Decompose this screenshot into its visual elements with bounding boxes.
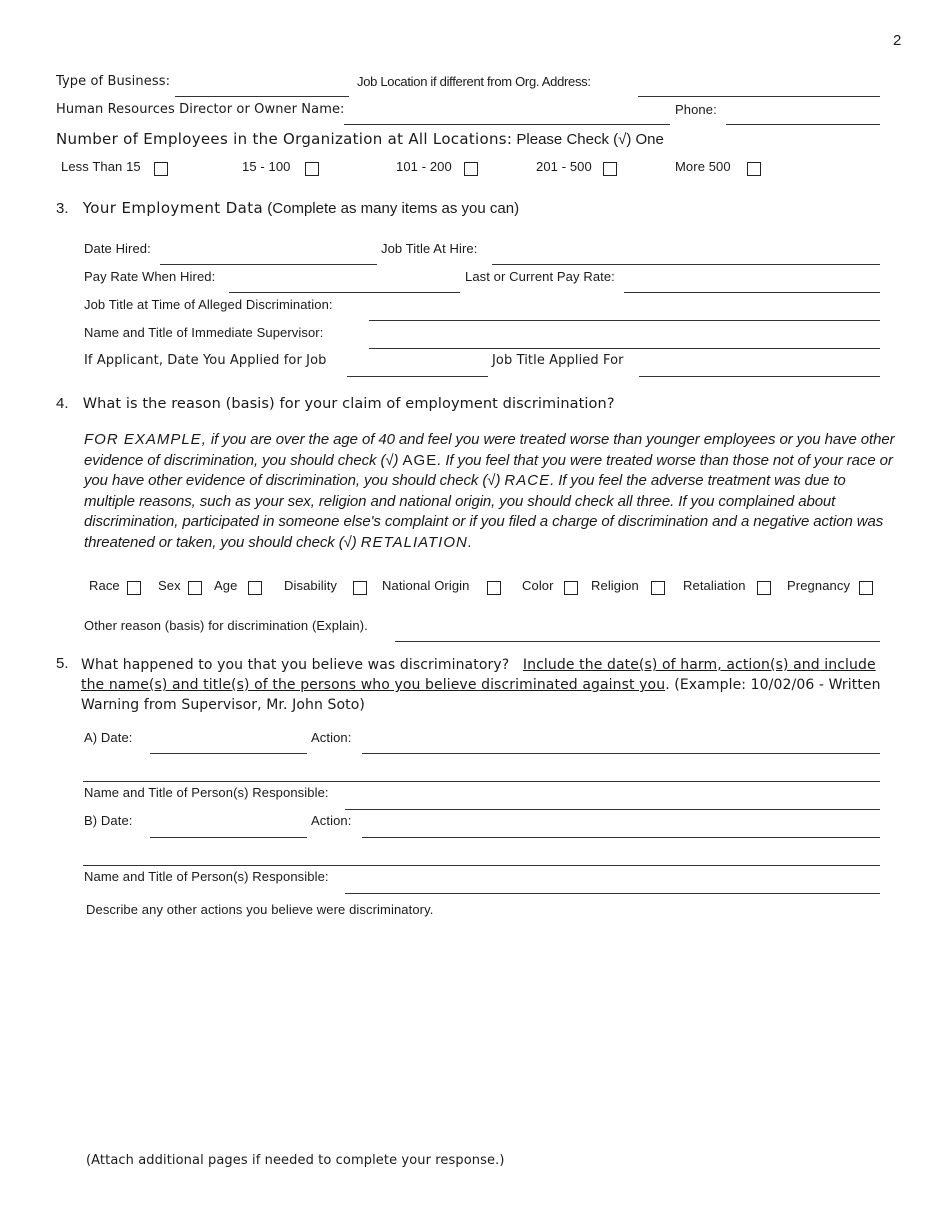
- basis-label-color: Color: [522, 578, 554, 593]
- section5-question-block: [81, 655, 896, 715]
- example-text: .: [467, 533, 472, 551]
- check-mark: √: [385, 451, 394, 469]
- employee-option-label: Less Than 15: [61, 159, 141, 174]
- basis-checkbox-age[interactable]: [248, 581, 262, 595]
- employee-option-label: 101 - 200: [396, 159, 452, 174]
- basis-label-race: Race: [89, 578, 120, 593]
- pay-rate-hired-field[interactable]: [229, 292, 460, 293]
- supervisor-label: Name and Title of Immediate Supervisor:: [84, 325, 324, 340]
- incident-a-responsible-field[interactable]: [345, 809, 880, 810]
- supervisor-field[interactable]: [369, 348, 880, 349]
- basis-label-religion: Religion: [591, 578, 639, 593]
- section4-number: 4.: [56, 395, 69, 412]
- job-title-discrimination-field[interactable]: [369, 320, 880, 321]
- example-text: . If you feel the adverse treatment was due to multiple reasons, such as your sex, religion and national origin, you should check all three. If you complained about discrimination, participated in someone else's complaint or if you filed a charge of discrimination and a negative action was threatened or taken, you should check (: [84, 472, 884, 551]
- employee-option-label: More 500: [675, 159, 731, 174]
- basis-checkbox-disability[interactable]: [353, 581, 367, 595]
- incident-a-date-field[interactable]: [150, 753, 307, 754]
- employee-option-checkbox[interactable]: [154, 162, 168, 176]
- section5-underlined-instruction: Include the date(s) of harm, action(s) and include the name(s) and title(s) of the persons who you believe discriminated against you: [81, 657, 876, 693]
- current-pay-rate-field[interactable]: [624, 292, 880, 293]
- date-hired-label: Date Hired:: [84, 241, 151, 256]
- employee-option-checkbox[interactable]: [603, 162, 617, 176]
- section5-example: . (Example: 10/02/06 - Written Warning from Supervisor, Mr. John Soto): [81, 677, 881, 713]
- applicant-date-label: If Applicant, Date You Applied for Job: [84, 353, 327, 368]
- employees-instruction: Please Check (√) One: [516, 131, 664, 148]
- attach-pages-note: (Attach additional pages if needed to complete your response.): [86, 1153, 505, 1168]
- basis-checkbox-religion[interactable]: [651, 581, 665, 595]
- incident-b-action-label: Action:: [311, 813, 352, 828]
- job-title-applied-label: Job Title Applied For: [492, 353, 624, 368]
- race-word: RACE: [504, 472, 551, 489]
- section4-example-paragraph: [84, 430, 899, 553]
- applicant-date-field[interactable]: [347, 376, 488, 377]
- employee-option-checkbox[interactable]: [464, 162, 478, 176]
- employee-option-checkbox[interactable]: [747, 162, 761, 176]
- date-hired-field[interactable]: [160, 264, 377, 265]
- incident-a-action-field-continued[interactable]: [83, 781, 880, 782]
- phone-label: Phone:: [675, 102, 717, 117]
- incident-a-action-label: Action:: [311, 730, 352, 745]
- example-text: if you are over the age of 40 and feel you were treated worse than younger employees or you have other evidence of discrimination, you should check (: [84, 431, 895, 469]
- section4-heading: [56, 395, 615, 412]
- section5-number: 5.: [56, 655, 69, 672]
- hr-director-label: Human Resources Director or Owner Name:: [56, 102, 345, 117]
- employee-option-checkbox[interactable]: [305, 162, 319, 176]
- check-mark: √: [343, 533, 352, 551]
- pay-rate-hired-label: Pay Rate When Hired:: [84, 269, 216, 284]
- incident-b-responsible-label: Name and Title of Person(s) Responsible:: [84, 869, 329, 884]
- employees-question: [56, 130, 664, 148]
- retaliation-word: RETALIATION: [360, 533, 468, 551]
- example-text: ): [495, 472, 505, 489]
- basis-label-sex: Sex: [158, 578, 181, 593]
- example-lead: FOR EXAMPLE,: [84, 431, 207, 448]
- example-text: ): [351, 533, 361, 551]
- section3-title: Your Employment Data: [82, 199, 264, 217]
- type-of-business-field[interactable]: [175, 96, 349, 97]
- job-title-discrimination-label: Job Title at Time of Alleged Discrimination:: [84, 297, 333, 312]
- type-of-business-label: Type of Business:: [56, 74, 171, 89]
- describe-other-actions-label: Describe any other actions you believe were discriminatory.: [86, 902, 434, 917]
- job-location-field[interactable]: [638, 96, 880, 97]
- example-text: ): [393, 451, 403, 469]
- incident-b-action-field[interactable]: [362, 837, 880, 838]
- basis-label-retaliation: Retaliation: [683, 578, 746, 593]
- basis-label-age: Age: [214, 578, 238, 593]
- basis-checkbox-national-origin[interactable]: [487, 581, 501, 595]
- employees-label: Number of Employees in the Organization at All Locations:: [56, 130, 513, 148]
- incident-a-responsible-label: Name and Title of Person(s) Responsible:: [84, 785, 329, 800]
- employee-option-label: 15 - 100: [242, 159, 291, 174]
- job-location-label: Job Location if different from Org. Address:: [357, 74, 591, 89]
- phone-field[interactable]: [726, 124, 880, 125]
- section4-question: What is the reason (basis) for your claim of employment discrimination?: [82, 396, 615, 412]
- incident-b-action-field-continued[interactable]: [83, 865, 880, 866]
- basis-checkbox-retaliation[interactable]: [757, 581, 771, 595]
- section3-number: 3.: [56, 200, 69, 217]
- job-title-at-hire-label: Job Title At Hire:: [381, 241, 478, 256]
- hr-director-field[interactable]: [344, 124, 670, 125]
- check-mark: √: [487, 472, 496, 489]
- incident-b-date-field[interactable]: [150, 837, 307, 838]
- section3-subtitle: (Complete as many items as you can): [267, 200, 520, 217]
- section5-question: What happened to you that you believe was discriminatory?: [81, 657, 510, 673]
- other-reason-field[interactable]: [395, 641, 880, 642]
- current-pay-rate-label: Last or Current Pay Rate:: [465, 269, 615, 284]
- incident-a-date-label: A) Date:: [84, 730, 133, 745]
- describe-other-actions-area[interactable]: [84, 925, 880, 1145]
- incident-a-action-field[interactable]: [362, 753, 880, 754]
- basis-label-pregnancy: Pregnancy: [787, 578, 851, 593]
- basis-checkbox-pregnancy[interactable]: [859, 581, 873, 595]
- incident-b-responsible-field[interactable]: [345, 893, 880, 894]
- example-text: . If you feel that you were treated worse than those not of your race or you have other evidence of discrimination, you should check (: [84, 451, 893, 489]
- job-title-applied-field[interactable]: [639, 376, 880, 377]
- other-reason-label: Other reason (basis) for discrimination (Explain).: [84, 618, 368, 633]
- incident-b-date-label: B) Date:: [84, 813, 133, 828]
- basis-label-national-origin: National Origin: [382, 578, 470, 593]
- page-number: 2: [893, 32, 902, 49]
- employee-option-label: 201 - 500: [536, 159, 592, 174]
- basis-label-disability: Disability: [284, 578, 338, 593]
- basis-checkbox-sex[interactable]: [188, 581, 202, 595]
- basis-checkbox-race[interactable]: [127, 581, 141, 595]
- section3-heading: [56, 199, 519, 217]
- basis-checkbox-color[interactable]: [564, 581, 578, 595]
- age-word: AGE: [402, 451, 438, 469]
- job-title-at-hire-field[interactable]: [492, 264, 880, 265]
